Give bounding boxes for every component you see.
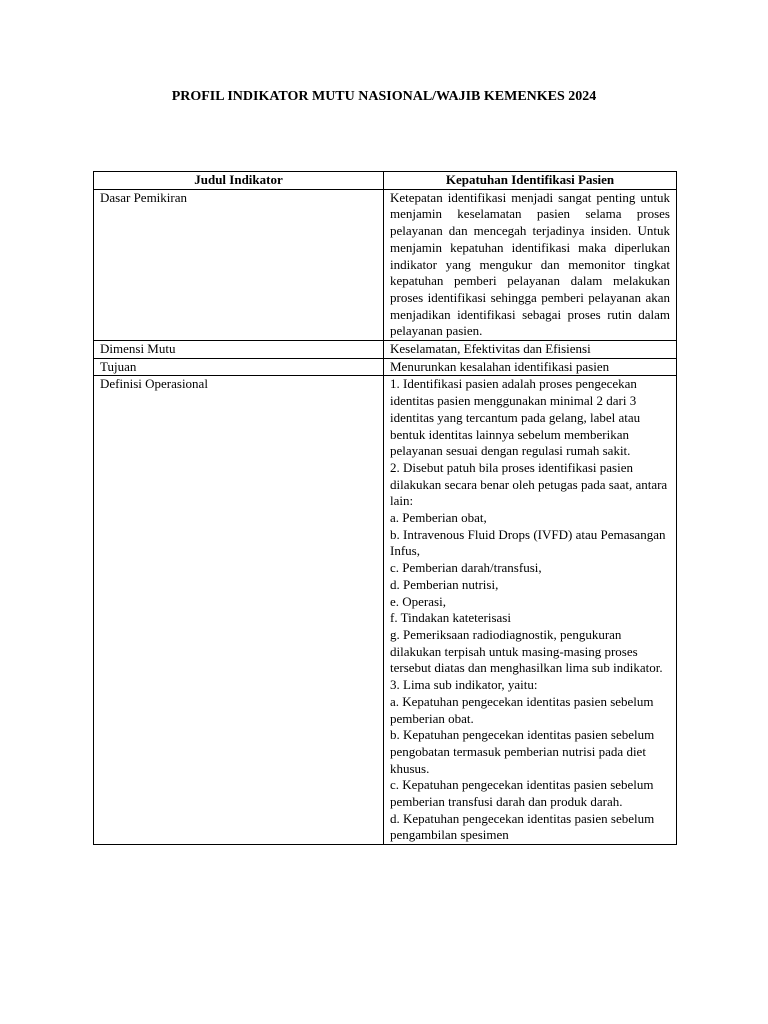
definition-line: d. Kepatuhan pengecekan identitas pasien sebelum pengambilan spesimen [390,810,655,843]
definition-line: b. Kepatuhan pengecekan identitas pasien sebelum pengobatan termasuk pemberian nutrisi pada diet khusus. [390,727,655,776]
definition-line: 3. Lima sub indikator, yaitu: [390,677,538,693]
row-label-dimensi-mutu: Dimensi Mutu [94,341,384,359]
page-title: PROFIL INDIKATOR MUTU NASIONAL/WAJIB KEMENKES 2024 [171,89,597,104]
definition-line: c. Kepatuhan pengecekan identitas pasien sebelum pemberian transfusi darah dan produk darah. [390,777,654,810]
definition-line: g. Pemeriksaan radiodiagnostik, pengukuran dilakukan terpisah untuk masing-masing proses tersebut diatas dan menghasilkan lima sub indikator. [390,626,663,676]
definition-line: b. Intravenous Fluid Drops (IVFD) atau Pemasangan Infus, [390,526,666,559]
row-value-tujuan: Menurunkan kesalahan identifikasi pasien [384,358,677,376]
row-label-tujuan: Tujuan [94,358,384,376]
definition-line: 1. Identifikasi pasien adalah proses pengecekan identitas pasien menggunakan minimal 2 dari 3 identitas yang tercantum pada gelang, label atau bentuk identitas lainnya sebelum memberikan pelayanan sesuai dengan regulasi rumah sakit. [390,376,641,459]
row-value-definisi-operasional [384,376,677,845]
indicator-profile-table [93,171,677,845]
definition-line: d. Pemberian nutrisi, [390,576,499,592]
header-judul-indikator: Judul Indikator [94,172,384,190]
definition-line: a. Kepatuhan pengecekan identitas pasien sebelum pemberian obat. [390,693,654,726]
definition-line: c. Pemberian darah/transfusi, [390,560,542,576]
table-row [94,341,677,359]
table-row [94,376,677,845]
table-row [94,358,677,376]
definition-line: e. Operasi, [390,593,446,609]
row-value-dimensi-mutu: Keselamatan, Efektivitas dan Efisiensi [384,341,677,359]
definition-line: 2. Disebut patuh bila proses identifikasi pasien dilakukan secara benar oleh petugas pada saat, antara lain: [390,459,668,509]
row-label-definisi-operasional: Definisi Operasional [94,376,384,845]
header-indicator-title: Kepatuhan Identifikasi Pasien [384,172,677,190]
definition-line: f. Tindakan kateterisasi [390,610,511,626]
table-row [94,189,677,340]
table-header-row [94,172,677,190]
definition-line: a. Pemberian obat, [390,510,487,526]
row-value-dasar-pemikiran: Ketepatan identifikasi menjadi sangat penting untuk menjamin keselamatan pasien selama proses pelayanan dan mencegah terjadinya insiden. Untuk menjamin kepatuhan identifikasi maka diperlukan indikator yang mengukur dan memonitor tingkat kepatuhan pemberi pelayanan dalam melakukan proses identifikasi sehingga pemberi pelayanan akan menjadikan identifikasi sebagai proses rutin dalam pelayanan pasien. [384,189,677,340]
row-label-dasar-pemikiran: Dasar Pemikiran [94,189,384,340]
